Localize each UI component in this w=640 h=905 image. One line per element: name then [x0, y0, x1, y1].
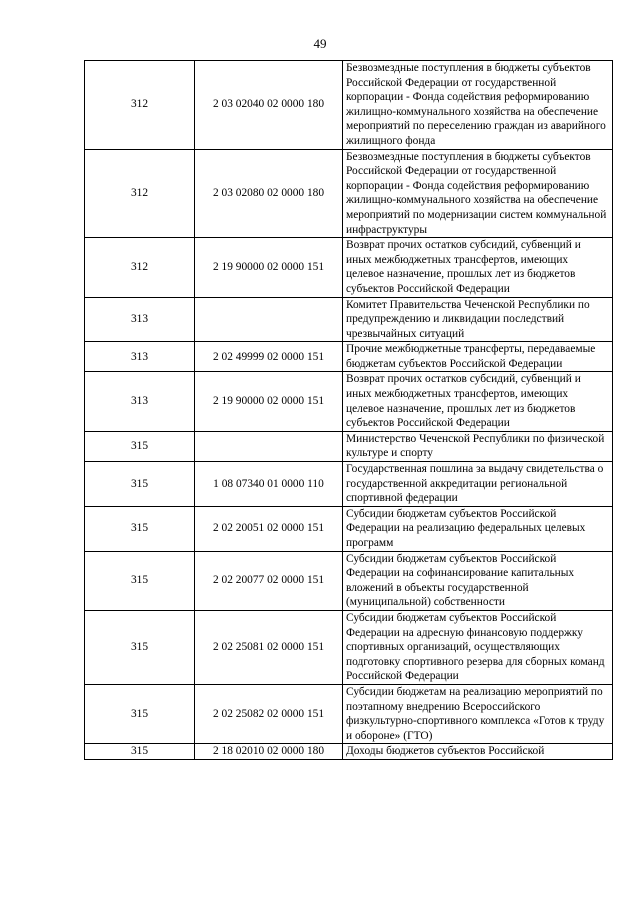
- admin-code-cell: 313: [85, 342, 195, 372]
- table-row: [85, 149, 613, 238]
- table-row: [85, 61, 613, 150]
- revenue-name-cell: Безвозмездные поступления в бюджеты субъектов Российской Федерации от государственной корпорации - Фонда содействия реформированию жилищно-коммунального хозяйства на обеспечение мероприятий по модернизации систем коммунальной инфраструктуры: [343, 149, 613, 238]
- table-row: [85, 431, 613, 461]
- admin-code-cell: 313: [85, 372, 195, 431]
- budget-code-cell: 2 03 02040 02 0000 180: [195, 61, 343, 150]
- admin-code-cell: 315: [85, 462, 195, 507]
- revenue-name-cell: Субсидии бюджетам субъектов Российской Федерации на реализацию федеральных целевых программ: [343, 506, 613, 551]
- revenue-name-cell: Возврат прочих остатков субсидий, субвенций и иных межбюджетных трансфертов, имеющих целевое назначение, прошлых лет из бюджетов субъектов Российской Федерации: [343, 372, 613, 431]
- revenue-name-cell: Прочие межбюджетные трансферты, передаваемые бюджетам субъектов Российской Федерации: [343, 342, 613, 372]
- table-row: [85, 506, 613, 551]
- revenue-name-cell: Доходы бюджетов субъектов Российской: [343, 744, 613, 760]
- revenue-name-cell: Возврат прочих остатков субсидий, субвенций и иных межбюджетных трансфертов, имеющих целевое назначение, прошлых лет из бюджетов субъектов Российской Федерации: [343, 238, 613, 297]
- budget-code-cell: 2 02 20077 02 0000 151: [195, 551, 343, 610]
- table-row: [85, 342, 613, 372]
- budget-code-cell: 2 02 20051 02 0000 151: [195, 506, 343, 551]
- table-row: [85, 297, 613, 342]
- revenue-name-cell: Субсидии бюджетам на реализацию мероприятий по поэтапному внедрению Всероссийского физкультурно-спортивного комплекса «Готов к труду и обороне» (ГТО): [343, 684, 613, 743]
- admin-code-cell: 315: [85, 684, 195, 743]
- budget-code-cell: [195, 297, 343, 342]
- budget-code-cell: 2 18 02010 02 0000 180: [195, 744, 343, 760]
- admin-code-cell: 315: [85, 431, 195, 461]
- budget-code-cell: [195, 431, 343, 461]
- admin-code-cell: 315: [85, 551, 195, 610]
- admin-code-cell: 312: [85, 149, 195, 238]
- page-number: 49: [313, 36, 327, 51]
- table-row: [85, 462, 613, 507]
- table-row: [85, 238, 613, 297]
- revenue-name-cell: Министерство Чеченской Республики по физической культуре и спорту: [343, 431, 613, 461]
- budget-code-cell: 2 02 25081 02 0000 151: [195, 610, 343, 684]
- budget-code-cell: 2 19 90000 02 0000 151: [195, 238, 343, 297]
- table-row: [85, 610, 613, 684]
- admin-code-cell: 312: [85, 238, 195, 297]
- budget-code-cell: 2 02 49999 02 0000 151: [195, 342, 343, 372]
- revenue-classification-table: [84, 60, 613, 760]
- budget-code-cell: 1 08 07340 01 0000 110: [195, 462, 343, 507]
- table-row: [85, 744, 613, 760]
- budget-code-cell: 2 19 90000 02 0000 151: [195, 372, 343, 431]
- revenue-name-cell: Субсидии бюджетам субъектов Российской Федерации на адресную финансовую поддержку спортивных организаций, осуществляющих подготовку спортивного резерва для сборных команд Российской Федерации: [343, 610, 613, 684]
- admin-code-cell: 312: [85, 61, 195, 150]
- revenue-name-cell: Безвозмездные поступления в бюджеты субъектов Российской Федерации от государственной корпорации - Фонда содействия реформированию жилищно-коммунального хозяйства на обеспечение мероприятий по переселению граждан из аварийного жилищного фонда: [343, 61, 613, 150]
- budget-code-cell: 2 03 02080 02 0000 180: [195, 149, 343, 238]
- table-row: [85, 551, 613, 610]
- admin-code-cell: 315: [85, 744, 195, 760]
- budget-code-cell: 2 02 25082 02 0000 151: [195, 684, 343, 743]
- admin-code-cell: 313: [85, 297, 195, 342]
- table-row: [85, 684, 613, 743]
- admin-code-cell: 315: [85, 506, 195, 551]
- revenue-name-cell: Государственная пошлина за выдачу свидетельства о государственной аккредитации региональной спортивной федерации: [343, 462, 613, 507]
- table-row: [85, 372, 613, 431]
- admin-code-cell: 315: [85, 610, 195, 684]
- revenue-name-cell: Субсидии бюджетам субъектов Российской Федерации на софинансирование капитальных вложений в объекты государственной (муниципальной) собственности: [343, 551, 613, 610]
- revenue-name-cell: Комитет Правительства Чеченской Республики по предупреждению и ликвидации последствий чрезвычайных ситуаций: [343, 297, 613, 342]
